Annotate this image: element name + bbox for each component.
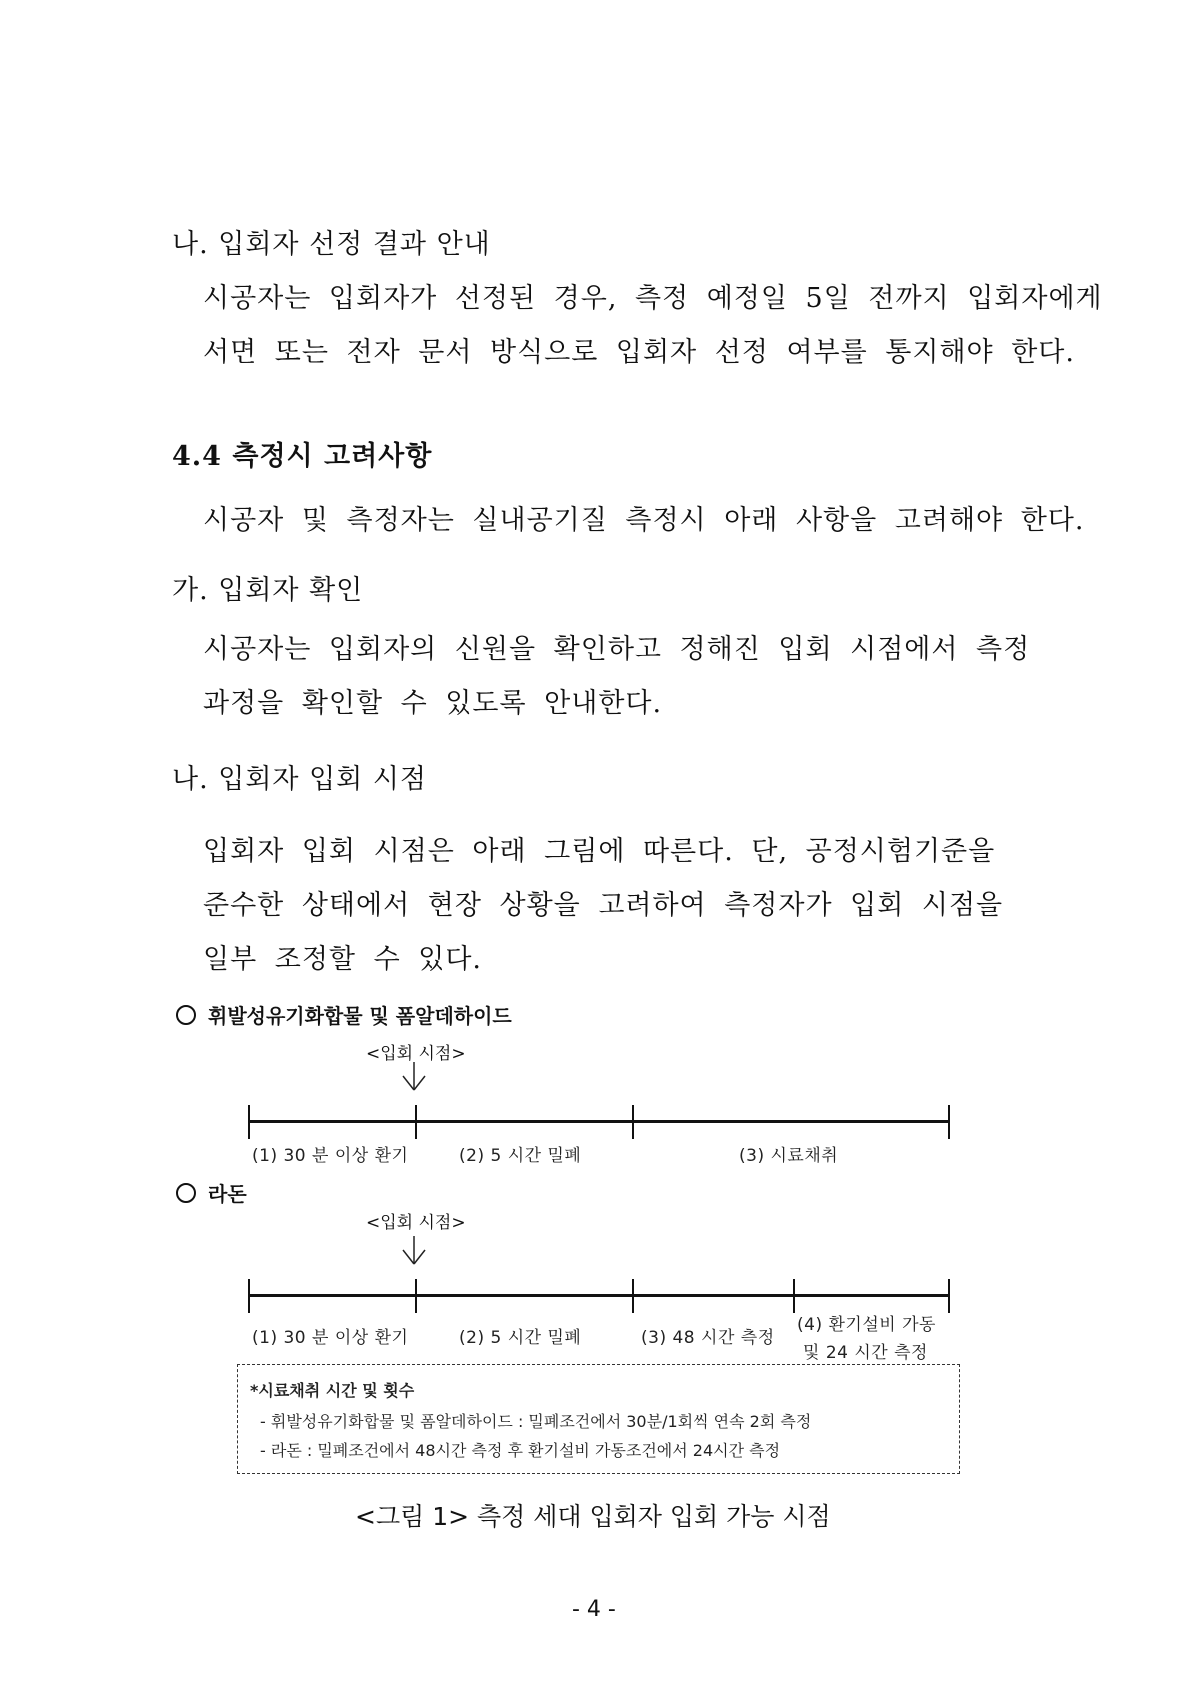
timeline-tick: [948, 1279, 950, 1313]
note-item: - 휘발성유기화합물 및 폼알데하이드 : 밀폐조건에서 30분/1회씩 연속 2회 측정: [260, 1412, 812, 1431]
paragraph-line: 입회자 입회 시점은 아래 그림에 따른다. 단, 공정시험기준을: [203, 836, 996, 867]
radon-step-label: (2) 5 시간 밀폐: [459, 1328, 582, 1348]
timeline-tick: [793, 1279, 795, 1313]
section-heading-notice: 나. 입회자 선정 결과 안내: [172, 229, 491, 260]
voc-callout-label: <입회 시점>: [366, 1044, 466, 1064]
timeline-tick: [248, 1105, 250, 1139]
figure-voc-title: [176, 1000, 512, 1029]
radon-timeline-axis: [248, 1294, 948, 1297]
timeline-tick: [248, 1279, 250, 1313]
paragraph-line: 과정을 확인할 수 있도록 안내한다.: [203, 688, 663, 719]
note-item: - 라돈 : 밀폐조건에서 48시간 측정 후 환기설비 가동조건에서 24시간 측정: [260, 1441, 781, 1460]
paragraph-line: 시공자는 입회자의 신원을 확인하고 정해진 입회 시점에서 측정: [203, 634, 1031, 665]
figure-radon-title: [176, 1178, 247, 1207]
section-heading-4-4: 4.4 측정시 고려사항: [172, 441, 433, 472]
radon-step-label: 및 24 시간 측정: [803, 1343, 928, 1363]
paragraph-line: 준수한 상태에서 현장 상황을 고려하여 측정자가 입회 시점을: [203, 890, 1004, 921]
paragraph-line: 일부 조정할 수 있다.: [203, 944, 482, 975]
section-heading-timing: 나. 입회자 입회 시점: [172, 764, 427, 795]
figure-radon-title-text: 라돈: [208, 1182, 247, 1206]
timeline-tick: [415, 1105, 417, 1139]
voc-timeline-axis: [248, 1120, 948, 1123]
circle-bullet-icon: [176, 1005, 196, 1025]
page-number: - 4 -: [572, 1597, 616, 1622]
radon-callout-label: <입회 시점>: [366, 1213, 466, 1233]
paragraph-line: 시공자는 입회자가 선정된 경우, 측정 예정일 5일 전까지 입회자에게: [203, 283, 1103, 314]
timeline-tick: [632, 1279, 634, 1313]
sampling-note-box: [237, 1364, 960, 1474]
down-arrow-icon: [401, 1236, 427, 1266]
voc-step-label: (2) 5 시간 밀폐: [459, 1146, 582, 1166]
timeline-tick: [415, 1279, 417, 1313]
figure-caption: <그림 1> 측정 세대 입회자 입회 가능 시점: [355, 1502, 831, 1531]
voc-step-label: (1) 30 분 이상 환기: [252, 1146, 409, 1166]
timeline-tick: [948, 1105, 950, 1139]
section-heading-identity: 가. 입회자 확인: [172, 575, 364, 606]
note-title: *시료채취 시간 및 횟수: [250, 1381, 415, 1400]
paragraph-line: 서면 또는 전자 문서 방식으로 입회자 선정 여부를 통지해야 한다.: [203, 337, 1075, 368]
circle-bullet-icon: [176, 1183, 196, 1203]
radon-step-label: (4) 환기설비 가동: [797, 1315, 936, 1335]
radon-step-label: (3) 48 시간 측정: [641, 1328, 775, 1348]
paragraph-line: 시공자 및 측정자는 실내공기질 측정시 아래 사항을 고려해야 한다.: [203, 505, 1085, 536]
down-arrow-icon: [401, 1062, 427, 1092]
figure-voc-title-text: 휘발성유기화합물 및 폼알데하이드: [208, 1004, 512, 1028]
radon-step-label: (1) 30 분 이상 환기: [252, 1328, 409, 1348]
voc-step-label: (3) 시료채취: [739, 1146, 839, 1166]
timeline-tick: [632, 1105, 634, 1139]
